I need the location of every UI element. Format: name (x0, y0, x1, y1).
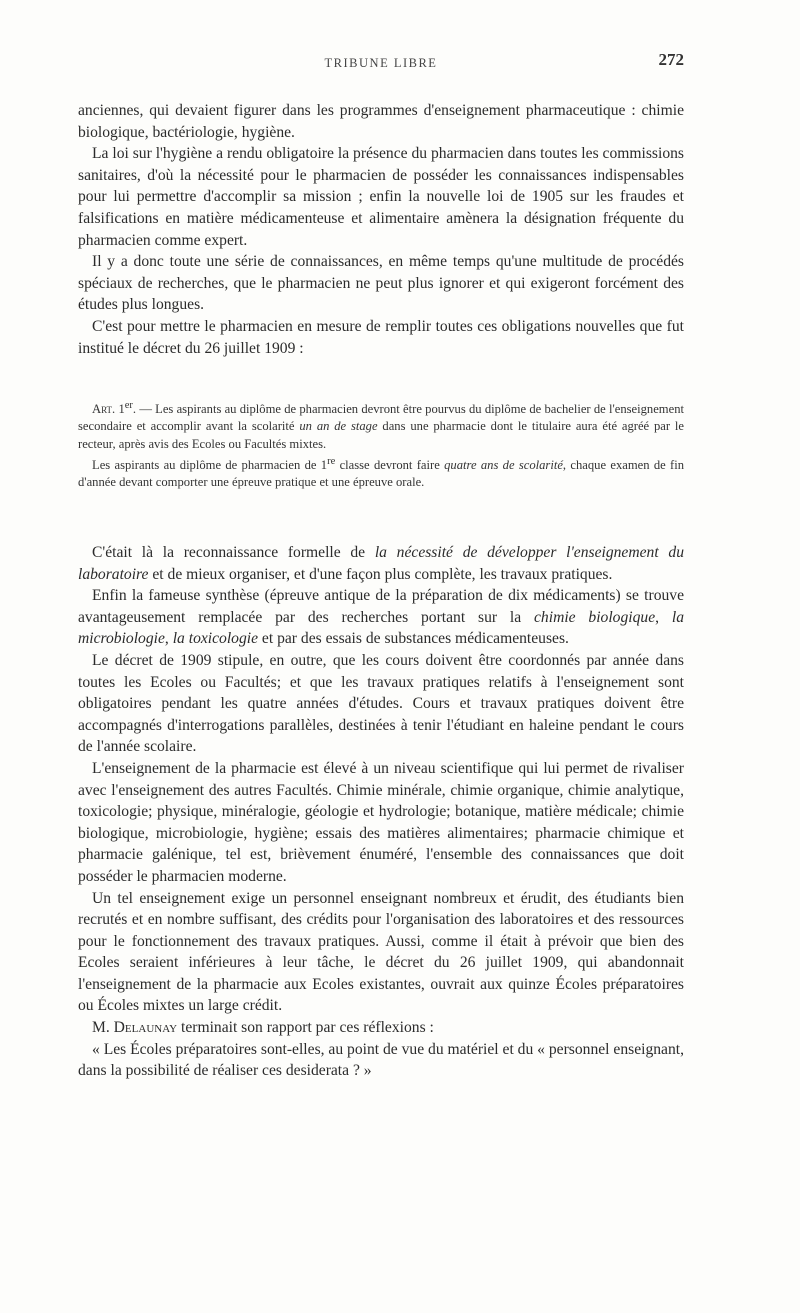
body-text-bottom (78, 542, 684, 1082)
text-run: et de mieux organiser, et d'une façon plus complète, les travaux pratiques. (148, 565, 613, 583)
decree-text: classe devront faire (335, 457, 445, 472)
paragraph: Le décret de 1909 stipule, en outre, que les cours doivent être coordonnés par année dans toutes les Ecoles ou Facultés; et que les travaux pratiques relatifs à l'enseignement sont obligatoires pendant les quatre années d'études. Cours et travaux pratiques doivent être accompagnés d'interrogations parallèles, destinées à tenir l'étudiant en haleine pendant le cours de l'année scolaire. (78, 651, 684, 756)
paragraph: L'enseignement de la pharmacie est élevé à un niveau scientifique qui lui permet de rivaliser avec l'enseignement des autres Facultés. Chimie minérale, chimie organique, chimie analytique, toxicologie; physique, minéralogie, géologie et hydrologie; botanique, matière médicale; chimie biologique, microbiologie, hygiène; essais des matières alimentaires; pharmacie chimique et pharmacie galénique, tel est, brièvement énuméré, l'ensemble des connaissances que doit posséder le pharmacien moderne. (78, 759, 684, 885)
paragraph: Il y a donc toute une série de connaissances, en même temps qu'une multitude de procédés spéciaux de recherches, que le pharmacien ne peut plus ignorer et qui exigeront forcément des études plus longues. (78, 253, 684, 314)
decree-article-1 (78, 397, 684, 453)
quotation: « Les Écoles préparatoires sont-elles, au point de vue du matériel et du « personnel enseignant, dans la possibilité de réaliser ces desiderata ? » (78, 1040, 684, 1080)
text-run: et par des essais de substances médicamenteuses. (258, 630, 569, 648)
italic-run: la microbiologie (78, 608, 685, 648)
decree-text: Les aspirants au diplôme de pharmacien de 1 (92, 457, 328, 472)
decree-excerpt (78, 397, 684, 491)
text-run: , (655, 608, 672, 626)
decree-italic: un an de stage (299, 419, 378, 434)
text-run: , (164, 630, 173, 648)
paragraph (78, 585, 684, 650)
decree-text: . — Les aspirants au diplôme de pharmacien devront être pourvus du diplôme de bachelier de l'enseignement secondaire et accomplir avant la scolarité (78, 402, 684, 434)
page-number: 272 (658, 50, 684, 69)
paragraph: anciennes, qui devaient figurer dans les programmes d'enseignement pharmaceutique : chimie biologique, bactériologie, hygiène. (78, 102, 684, 141)
decree-italic: quatre ans de scolarité (444, 457, 563, 472)
running-head: TRIBUNE LIBRE (324, 56, 438, 70)
decree-sup: re (327, 455, 336, 467)
text-run: C'était là la reconnaissance formelle de (92, 544, 375, 561)
author-name: Delaunay (113, 1019, 178, 1037)
decree-text: , chaque examen de fin d'année devant comporter une épreuve pratique et une épreuve orale. (78, 457, 685, 490)
text-run: terminait son rapport par ces réflexions : (177, 1019, 434, 1037)
paragraph (78, 542, 684, 585)
italic-run: la nécessité de développer l'enseignement du laboratoire (78, 544, 684, 583)
decree-paragraph-2 (78, 453, 684, 492)
article-label: Art. 1 (92, 402, 125, 417)
article-sup: er (124, 400, 133, 411)
decree-text: dans une pharmacie dont le titulaire aura été agréé par le recteur, après avis des Ecoles ou Facultés mixtes. (78, 419, 684, 451)
paragraph: La loi sur l'hygiène a rendu obligatoire la présence du pharmacien dans toutes les commissions sanitaires, d'où la nécessité pour le pharmacien de posséder les connaissances indispensables pour lui permettre d'accomplir sa mission ; enfin la nouvelle loi de 1905 sur les fraudes et falsifications en matière médicamenteuse et alimentaire amènera la désignation fréquente du pharmacien comme expert. (78, 145, 684, 249)
paragraph: Un tel enseignement exige un personnel enseignant nombreux et érudit, des étudiants bien recrutés et en nombre suffisant, des crédits pour l'organisation des laboratoires et des ressources pour le fonctionnement des travaux pratiques. Aussi, comme il était à prévoir que bien des Ecoles seraient inférieures à leur tâche, le décret du 26 juillet 1909, qui abandonnait l'enseignement de la pharmacie aux Ecoles existantes, ouvrait aux quinze Écoles préparatoires ou Écoles mixtes un large crédit. (78, 889, 684, 1015)
text-run: M. (92, 1019, 114, 1037)
text-run: Enfin la fameuse synthèse (épreuve antique de la préparation de dix médicaments) se trouve avantageusement remplacée par des recherches portant sur la (78, 587, 684, 626)
paragraph (78, 1017, 684, 1039)
paragraph: C'est pour mettre le pharmacien en mesure de remplir toutes ces obligations nouvelles que fut institué le décret du 26 juillet 1909 : (78, 317, 684, 357)
page-header (78, 50, 684, 76)
body-text-top (78, 100, 684, 359)
italic-run: chimie biologique (534, 608, 656, 626)
italic-run: la toxicologie (172, 630, 259, 648)
